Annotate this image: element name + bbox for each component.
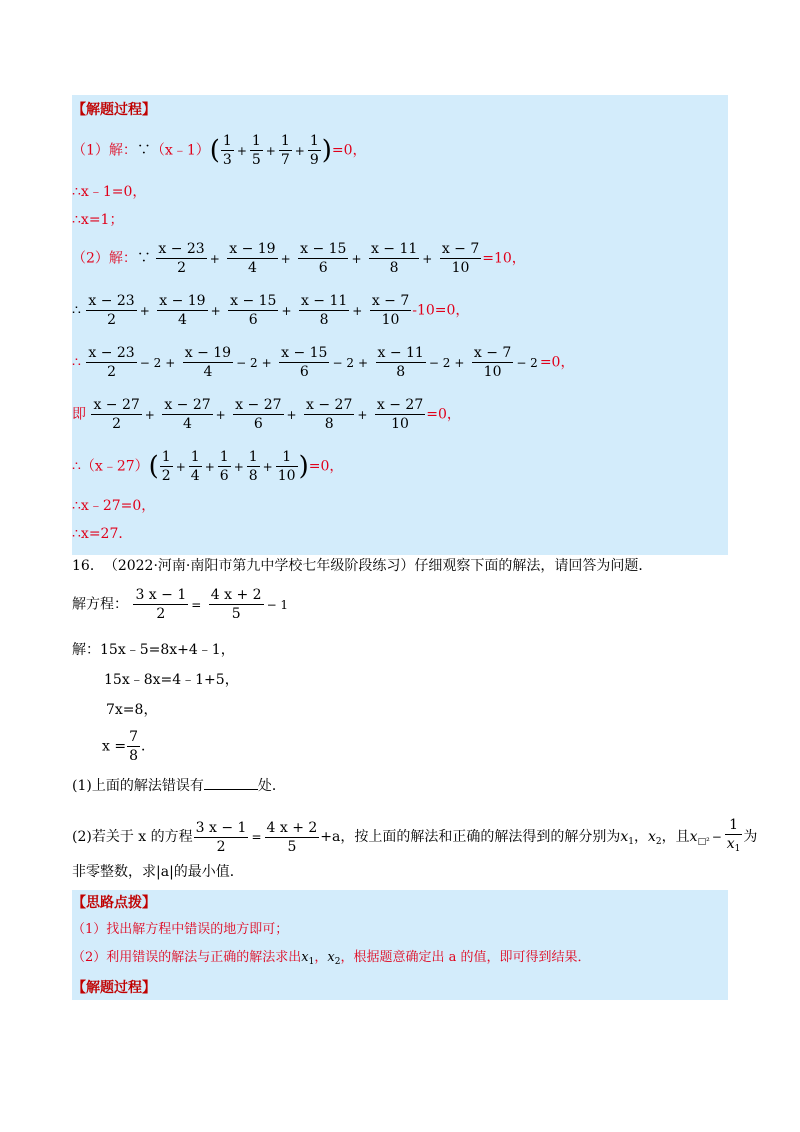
part1-step2: ∴x﹣1=0， [72, 184, 147, 200]
section-header-solution: 【解题过程】 [72, 102, 156, 118]
fraction: $\frac{1}{3}$ [222, 133, 232, 168]
hint-1: （1）找出解方程中错误的地方即可； [72, 922, 289, 937]
solution-step3: 7x=8， [106, 702, 158, 718]
solution-step2: 15x﹣8x=4﹣1+5， [104, 672, 239, 688]
part2-step5: ∴（x﹣27）( $\frac{1}{2}$ + $\frac{1}{4}$ + $\frac{1}{6}$ + $\frac{1}{8}$ + $\frac{1}{10}$ )=0， [72, 449, 344, 484]
fraction: $\frac{1}{5}$ [251, 133, 261, 168]
question-1: (1)上面的解法错误有 处． [72, 778, 286, 794]
section-header-hint: 【思路点拨】 [72, 895, 156, 911]
question-2: (2)若关于 x 的方程 $\frac{3 x - 1}{2}$ = $\frac{4 x + 2}{5}$ +a，按上面的解法和正确的解法得到的解分别为$x_1$，$x_2$，且$x_{□^2}$ − $\frac{1}{x_1}$ 为 [72, 817, 758, 855]
part2-step3: ∴ $\frac{x - 23}{2}$ − 2 + $\frac{x - 19}{4}$ − 2 + $\frac{x - 15}{6}$ − 2 + $\frac{x - 11}{8}$ − 2 + $\frac{x - 7}{10}$ − 2 =0， [72, 345, 575, 380]
part2-step2: ∴ $\frac{x - 23}{2}$ + $\frac{x - 19}{4}$ + $\frac{x - 15}{6}$ + $\frac{x - 11}{8}$ + $\frac{x - 7}{10}$ -10=0， [72, 293, 470, 328]
part2-step4: 即 $\frac{x - 27}{2}$ + $\frac{x - 27}{4}$ + $\frac{x - 27}{6}$ + $\frac{x - 27}{8}$ + $\frac{x - 27}{10}$ =0， [72, 397, 461, 432]
solution-step1: 解：15x﹣5=8x+4﹣1， [72, 642, 235, 658]
section-header-solution-2: 【解题过程】 [72, 980, 156, 996]
part2-step6: ∴x﹣27=0， [72, 498, 156, 514]
hint-2: （2）利用错误的解法与正确的解法求出$x_1$，$x_2$，根据题意确定出 a 的值，即可得到结果． [72, 950, 591, 967]
part2-step7: ∴x=27． [72, 526, 133, 542]
question-2-line2: 非零整数，求|a|的最小值． [72, 864, 244, 880]
part1-step3: ∴x=1； [72, 212, 124, 228]
fraction: $\frac{1}{9}$ [309, 133, 319, 168]
solution-panel-2 [72, 890, 728, 1000]
part1-equation: （1）解：∵（x﹣1）( $\frac{1}{3}$ + $\frac{1}{5}$ + $\frac{1}{7}$ + $\frac{1}{9}$ )=0， [72, 133, 367, 168]
solution-step4: x = $\frac{7}{8}$ ． [102, 729, 155, 764]
fraction: $\frac{1}{7}$ [280, 133, 290, 168]
problem-16-intro: 16． （2022·河南·南阳市第九中学校七年级阶段练习）仔细观察下面的解法，请回答为问题． [72, 558, 653, 574]
answer-blank[interactable] [204, 777, 258, 790]
problem-16-equation: 解方程： $\frac{3 x - 1}{2}$ = $\frac{4 x + 2}{5}$ − 1 [72, 587, 289, 622]
part2-equation: （2）解：∵ $\frac{x - 23}{2}$ + $\frac{x - 19}{4}$ + $\frac{x - 15}{6}$ + $\frac{x - 11}{8}$ + $\frac{x - 7}{10}$ =10， [72, 241, 526, 276]
